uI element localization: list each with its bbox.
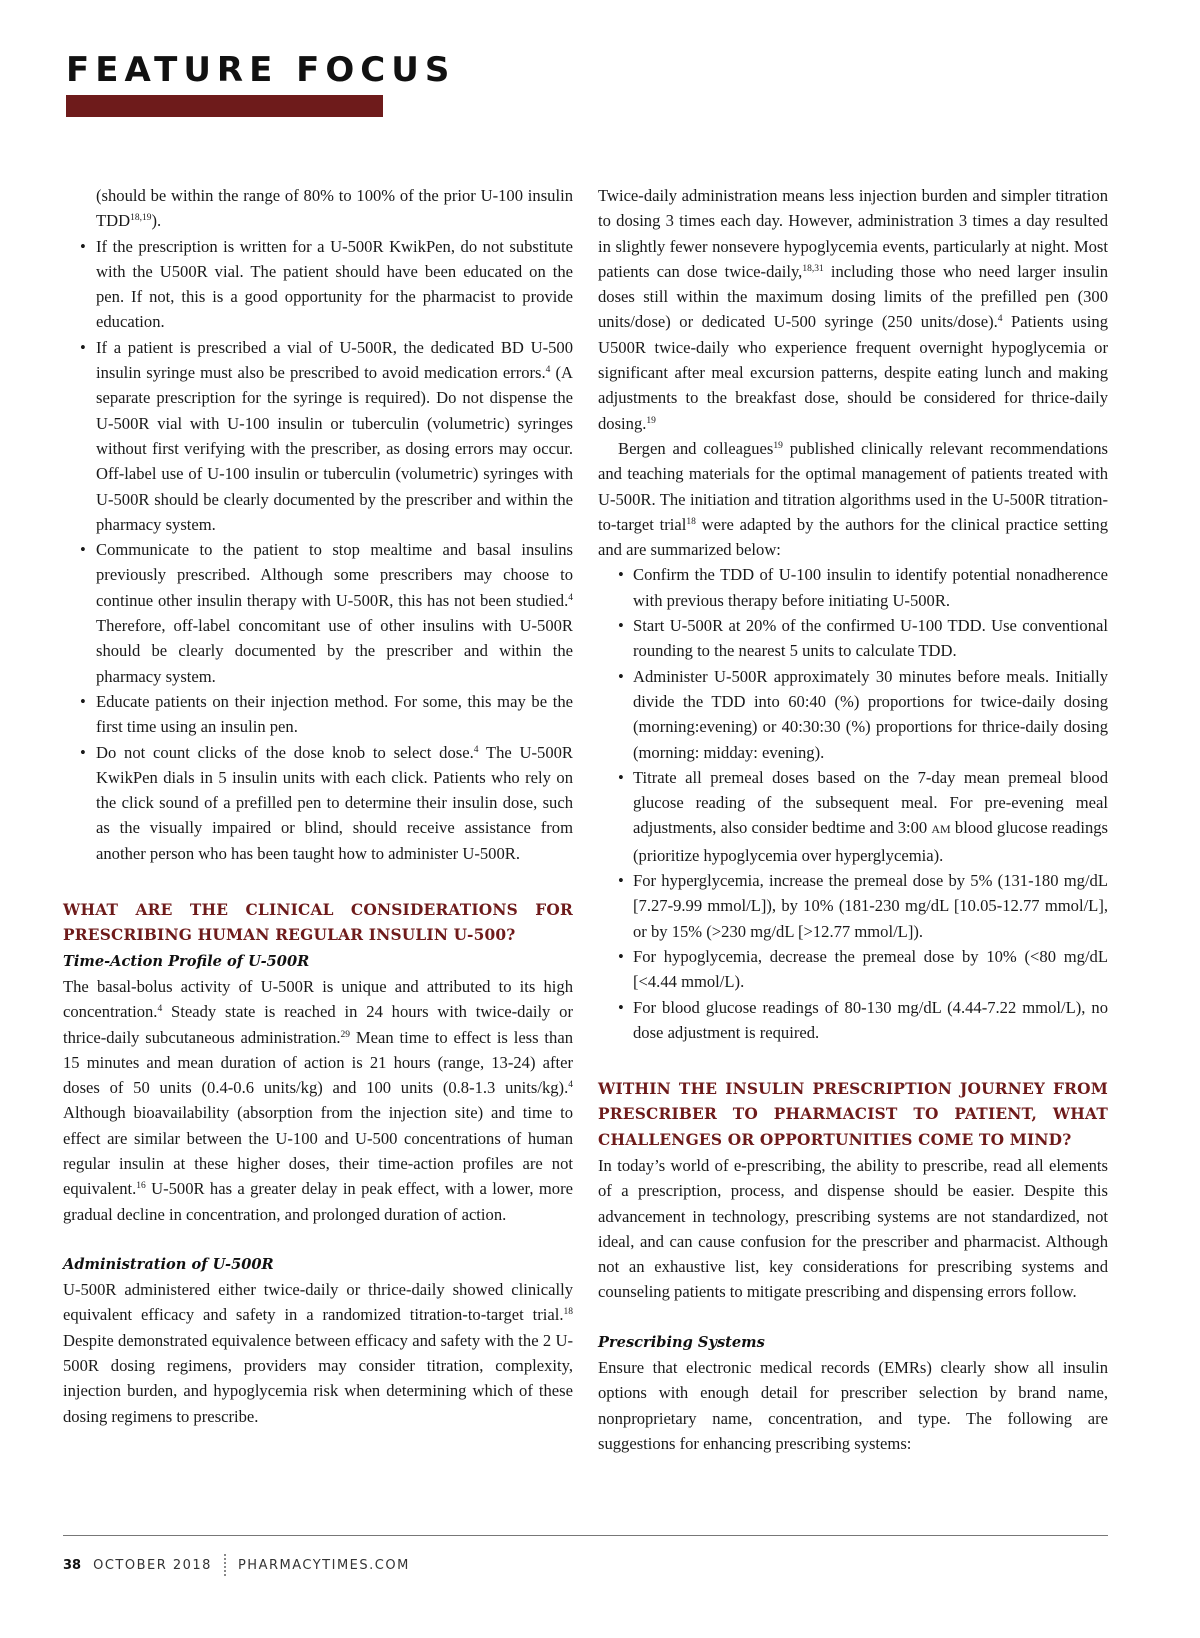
- page-footer: [63, 1553, 410, 1577]
- paragraph-time-action: The basal-bolus activity of U-500R is unique and attributed to its high concentration.$^4$ Steady state is reached in 24 hours with twice-daily or thrice-daily subcutaneous administration.$^{29}$ Mean time to effect is less than 15 minutes and mean duration of action is 21 hours (range, 13-24) after doses of 50 units (0.4-0.6 units/kg) and 100 units (0.8-1.3 units/kg).$^4$ Although bioavailability (absorption from the injection site) and time to effect are similar between the U-100 and U-500 concentrations of human regular insulin at these higher doses, their time-action profiles are not equivalent.$^{16}$ U-500R has a greater delay in peak effect, with a lower, more gradual decline in concentration, and prolonged duration of action.: [63, 976, 573, 1224]
- issue-date: OCTOBER 2018: [93, 1557, 212, 1573]
- paragraph-bergen: Bergen and colleagues$^{19}$ published clinically relevant recommendations and teaching materials for the optimal management of patients treated with U-500R. The initiation and titration algorithms used in the U-500R titration-to-target trial$^{18}$ were adapted by the authors for the clinical practice setting and are summarized below:: [598, 438, 1109, 560]
- paragraph-emr: Ensure that electronic medical records (EMRs) clearly show all insulin options with enough detail for prescriber selection by brand name, nonproprietary name, concentration, and type. The following are suggestions for enhancing prescribing systems:: [598, 1358, 1108, 1453]
- list-item: • Start U-500R at 20% of the confirmed U-100 TDD. Use conventional rounding to the nearest 5 units to calculate TDD.: [598, 613, 1108, 664]
- list-item: • If a patient is prescribed a vial of U-500R, the dedicated BD U-500 insulin syringe must also be prescribed to avoid medication errors.$^4$ (A separate prescription for the syringe is required). Do not dispense the U-500R vial with U-100 insulin or tuberculin (volumetric) syringes without first verifying with the prescriber, as dosing errors may occur. Off-label use of U-100 insulin or tuberculin (volumetric) syringes with U-500R should be clearly documented by the prescriber and within the pharmacy system.: [63, 335, 573, 537]
- site-name: PHARMACYTIMES.COM: [237, 1557, 410, 1573]
- subheading-administration: Administration of U-500R: [63, 1255, 274, 1273]
- left-bullet-list: [63, 234, 573, 866]
- paragraph-e-prescribing: In today’s world of e-prescribing, the ability to prescribe, read all elements of a prescription, process, and dispense should be easier. Despite this advancement in technology, prescribing systems are not standardized, not ideal, and can cause confusion for the prescriber and pharmacist. Although not an exhaustive list, key considerations for prescribing systems and counseling patients to mitigate prescribing and dispensing errors follow.: [598, 1155, 1108, 1302]
- list-item: • Communicate to the patient to stop mealtime and basal insulins previously prescribed. Although some prescribers may choose to continue other insulin therapy with U-500R, this has not been studied.$^4$ Therefore, off-label concomitant use of other insulins with U-500R should be clearly documented by the prescriber and within the pharmacy system.: [63, 537, 573, 689]
- section-title: FEATURE FOCUS: [66, 50, 456, 90]
- right-column: [598, 183, 1108, 1456]
- left-column: [63, 183, 573, 1429]
- footer-divider: [63, 1535, 1108, 1536]
- page-number: 38: [63, 1557, 82, 1573]
- list-item: • Titrate all premeal doses based on the 7-day mean premeal blood glucose reading of the subsequent meal. For pre-evening meal adjustments, also consider bedtime and 3:00 AM blood glucose readings (prioritize hypoglycemia over hyperglycemia).: [598, 765, 1108, 868]
- footer-separator: [224, 1554, 226, 1576]
- list-item: • For hypoglycemia, decrease the premeal dose by 10% (<80 mg/dL [<4.44 mmol/L).: [598, 944, 1108, 995]
- list-item: • For hyperglycemia, increase the premeal dose by 5% (131-180 mg/dL [7.27-9.99 mmol/L]), by 10% (181-230 mg/dL [10.05-12.77 mmol/L], or by 15% (>230 mg/dL [>12.77 mmol/L]).: [598, 868, 1108, 944]
- list-item: • Confirm the TDD of U-100 insulin to identify potential nonadherence with previous therapy before initiating U-500R.: [598, 562, 1108, 613]
- list-item: • Do not count clicks of the dose knob to select dose.$^4$ The U-500R KwikPen dials in 5 insulin units with each click. Patients who rely on the click sound of a prefilled pen to determine their insulin dose, such as the visually impaired or blind, should receive assistance from another person who has been taught how to administer U-500R.: [63, 740, 573, 866]
- right-bullet-list: [598, 562, 1108, 1045]
- list-item: • Educate patients on their injection method. For some, this may be the first time using an insulin pen.: [63, 689, 573, 740]
- paragraph-administration: U-500R administered either twice-daily or thrice-daily showed clinically equivalent efficacy and safety in a randomized titration-to-target trial.$^{18}$ Despite demonstrated equivalence between efficacy and safety with the 2 U-500R dosing regimens, providers may consider titration, complexity, injection burden, and hypoglycemia risk when determining which of these dosing regimens to prescribe.: [63, 1280, 573, 1426]
- paragraph-dosing-frequency: Twice-daily administration means less injection burden and simpler titration to dosing 3 times each day. However, administration 3 times a day resulted in slightly fewer nonsevere hypoglycemia events, particularly at night. Most patients can dose twice-daily,$^{18,31}$ including those who need larger insulin doses still within the maximum dosing limits of the prefilled pen (300 units/dose) or dedicated U-500 syringe (250 units/dose).$^4$ Patients using U500R twice-daily who experience frequent overnight hypoglycemia or significant after meal excursion patterns, despite eating lunch and making adjustments to the breakfast dose, should be considered for thrice-daily dosing.$^{19}$: [598, 186, 1108, 433]
- section-heading-clinical-considerations: WHAT ARE THE CLINICAL CONSIDERATIONS FOR PRESCRIBING HUMAN REGULAR INSULIN U-500?: [63, 901, 573, 945]
- list-item: • If the prescription is written for a U-500R KwikPen, do not substitute with the U500R vial. The patient should have been educated on the pen. If not, this is a good opportunity for the pharmacist to provide education.: [63, 234, 573, 335]
- list-item: • Administer U-500R approximately 30 minutes before meals. Initially divide the TDD into 60:40 (%) proportions for twice-daily dosing (morning:evening) or 40:30:30 (%) proportions for thrice-daily dosing (morning: midday: evening).: [598, 664, 1108, 765]
- list-item: • For blood glucose readings of 80-130 mg/dL (4.44-7.22 mmol/L), no dose adjustment is required.: [598, 995, 1108, 1046]
- subheading-time-action-profile: Time-Action Profile of U-500R: [63, 952, 310, 970]
- section-heading-prescription-journey: WITHIN THE INSULIN PRESCRIPTION JOURNEY FROM PRESCRIBER TO PHARMACIST TO PATIENT, WHAT CHALLENGES OR OPPORTUNITIES COME TO MIND?: [598, 1080, 1108, 1149]
- header-accent-bar: [66, 95, 383, 117]
- intro-continuation: (should be within the range of 80% to 100% of the prior U-100 insulin TDD$^{18,19}$).: [96, 186, 573, 231]
- subheading-prescribing-systems: Prescribing Systems: [598, 1333, 765, 1351]
